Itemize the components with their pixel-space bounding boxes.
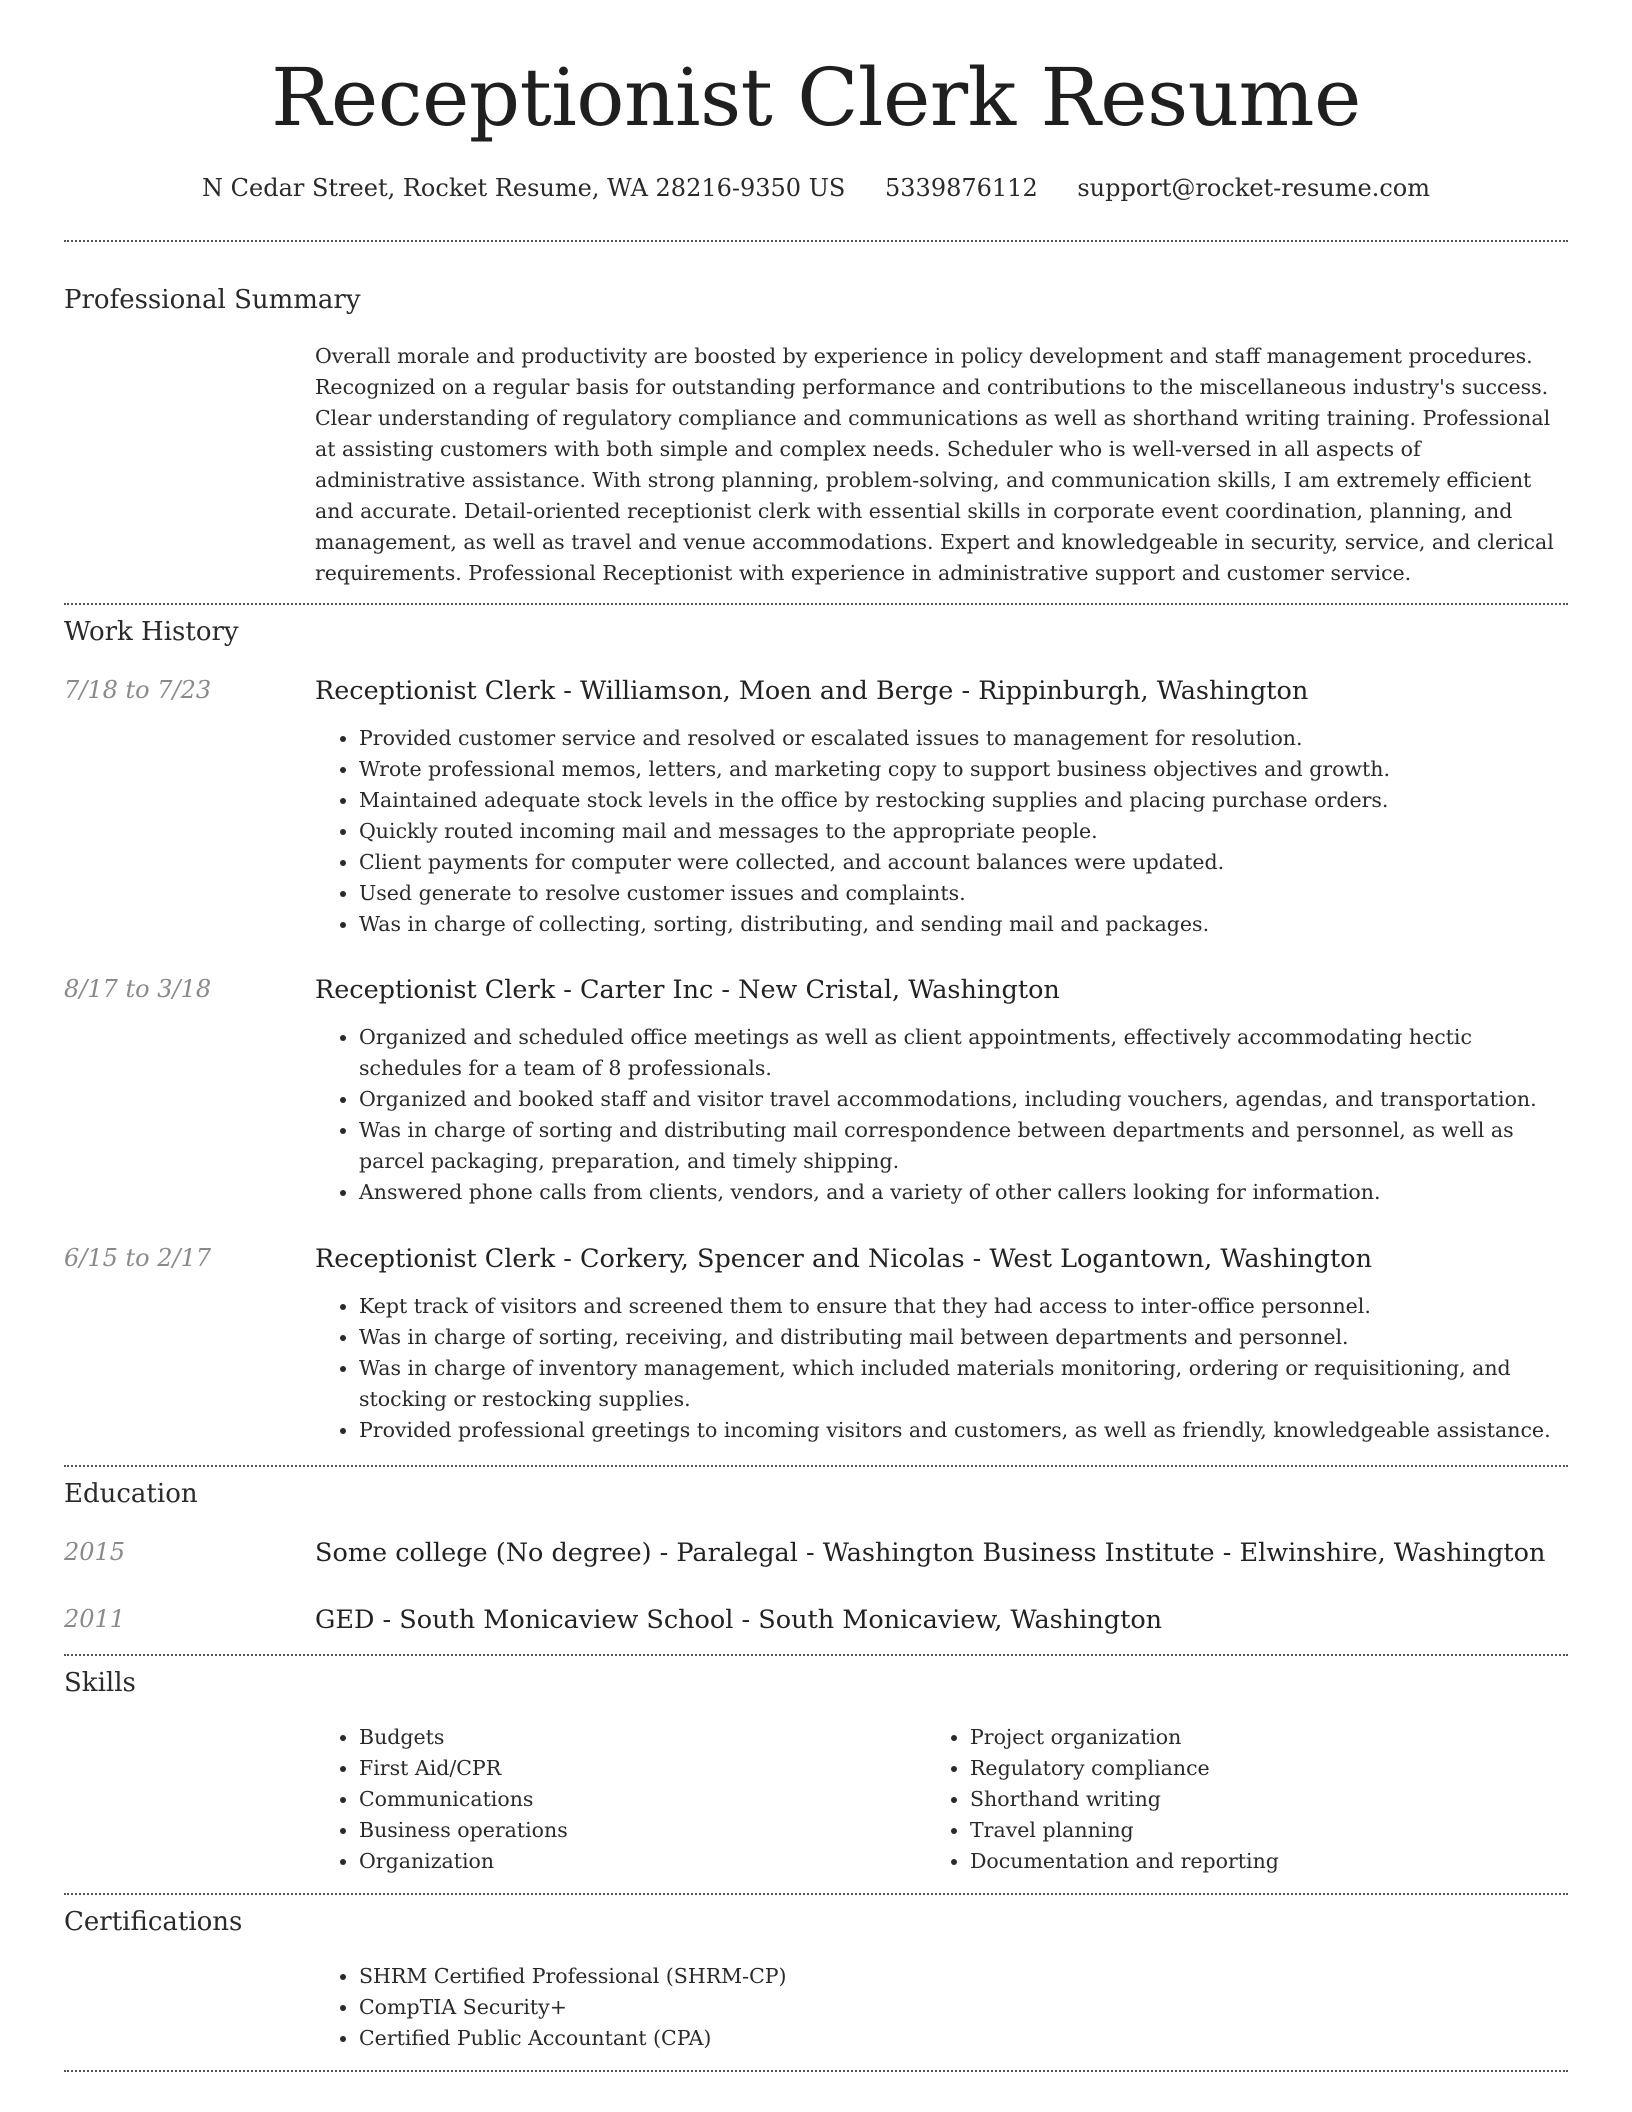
divider	[64, 1654, 1568, 1656]
job-title: Receptionist Clerk - Corkery, Spencer and Nicolas - West Logantown, Washington	[315, 1244, 1372, 1274]
list-item: • Documentation and reporting	[970, 1846, 1526, 1877]
contact-line	[0, 172, 1632, 204]
list-item: • Answered phone calls from clients, vendors, and a variety of other callers looking for information.	[359, 1177, 1565, 1208]
job-title: Receptionist Clerk - Carter Inc - New Cristal, Washington	[315, 975, 1060, 1005]
job-duties-list	[315, 723, 1565, 940]
resume-title: Receptionist Clerk Resume	[271, 51, 1361, 144]
skills-list-right	[926, 1722, 1526, 1877]
list-item: • Travel planning	[970, 1815, 1526, 1846]
list-item: • Organization	[359, 1846, 915, 1877]
list-item: • Regulatory compliance	[970, 1753, 1526, 1784]
list-item: • Organized and scheduled office meetings as well as client appointments, effectively accommodating hectic schedules for a team of 8 professionals.	[359, 1022, 1565, 1084]
education-year: 2011	[64, 1605, 126, 1633]
divider	[64, 1465, 1568, 1467]
list-item: • SHRM Certified Professional (SHRM-CP)	[359, 1961, 1565, 1992]
section-title-summary: Professional Summary	[64, 285, 361, 315]
divider	[64, 1893, 1568, 1895]
list-item: • Was in charge of inventory management, which included materials monitoring, ordering or requisitioning, and stocking or restocking supplies.	[359, 1353, 1565, 1415]
list-item: • Project organization	[970, 1722, 1526, 1753]
list-item: • Business operations	[359, 1815, 915, 1846]
divider	[64, 2070, 1568, 2072]
section-title-skills: Skills	[64, 1668, 136, 1698]
list-item: • Wrote professional memos, letters, and marketing copy to support business objectives and growth.	[359, 754, 1565, 785]
job-duties-list	[315, 1291, 1565, 1446]
education-title: Some college (No degree) - Paralegal - Washington Business Institute - Elwinshire, Washington	[315, 1538, 1546, 1568]
section-title-certifications: Certifications	[64, 1907, 243, 1937]
list-item: • First Aid/CPR	[359, 1753, 915, 1784]
certifications-list	[315, 1961, 1565, 2054]
list-item: • Provided customer service and resolved or escalated issues to management for resolution.	[359, 723, 1565, 754]
list-item: • Maintained adequate stock levels in the office by restocking supplies and placing purchase orders.	[359, 785, 1565, 816]
education-year: 2015	[64, 1538, 126, 1566]
list-item: • Kept track of visitors and screened them to ensure that they had access to inter-office personnel.	[359, 1291, 1565, 1322]
job-dates: 6/15 to 2/17	[64, 1244, 212, 1272]
list-item: • Quickly routed incoming mail and messages to the appropriate people.	[359, 816, 1565, 847]
contact-address: N Cedar Street, Rocket Resume, WA 28216-9350 US	[202, 174, 846, 202]
list-item: • Was in charge of collecting, sorting, distributing, and sending mail and packages.	[359, 909, 1565, 940]
list-item: • Shorthand writing	[970, 1784, 1526, 1815]
list-item: • Certified Public Accountant (CPA)	[359, 2023, 1565, 2054]
list-item: • Was in charge of sorting, receiving, and distributing mail between departments and personnel.	[359, 1322, 1565, 1353]
job-dates: 8/17 to 3/18	[64, 975, 212, 1003]
job-duties-list	[315, 1022, 1565, 1208]
list-item: • Provided professional greetings to incoming visitors and customers, as well as friendly, knowledgeable assistance.	[359, 1415, 1565, 1446]
section-title-work-history: Work History	[64, 617, 239, 647]
skills-list-left	[315, 1722, 915, 1877]
divider	[64, 603, 1568, 605]
list-item: • CompTIA Security+	[359, 1992, 1565, 2023]
list-item: • Used generate to resolve customer issues and complaints.	[359, 878, 1565, 909]
contact-phone: 5339876112	[885, 174, 1038, 202]
summary-text: Overall morale and productivity are boosted by experience in policy development and staff management procedures. Recognized on a regular basis for outstanding performance and contributions to the miscellaneous industry's success. Clear understanding of regulatory compliance and communications as well as shorthand writing training. Professional at assisting customers with both simple and complex needs. Scheduler who is well-versed in all aspects of administrative assistance. With strong planning, problem-solving, and communication skills, I am extremely efficient and accurate. Detail-oriented receptionist clerk with essential skills in corporate event coordination, planning, and management, as well as travel and venue accommodations. Expert and knowledgeable in security, service, and clerical requirements. Professional Receptionist with experience in administrative support and customer service.	[315, 344, 1554, 585]
list-item: • Client payments for computer were collected, and account balances were updated.	[359, 847, 1565, 878]
list-item: • Budgets	[359, 1722, 915, 1753]
list-item: • Organized and booked staff and visitor travel accommodations, including vouchers, agendas, and transportation.	[359, 1084, 1565, 1115]
job-dates: 7/18 to 7/23	[64, 676, 212, 704]
divider	[64, 240, 1568, 242]
list-item: • Was in charge of sorting and distributing mail correspondence between departments and personnel, as well as parcel packaging, preparation, and timely shipping.	[359, 1115, 1565, 1177]
list-item: • Communications	[359, 1784, 915, 1815]
job-title: Receptionist Clerk - Williamson, Moen and Berge - Rippinburgh, Washington	[315, 676, 1309, 706]
contact-email: support@rocket-resume.com	[1077, 174, 1430, 202]
education-title: GED - South Monicaview School - South Monicaview, Washington	[315, 1605, 1163, 1635]
section-title-education: Education	[64, 1479, 198, 1509]
